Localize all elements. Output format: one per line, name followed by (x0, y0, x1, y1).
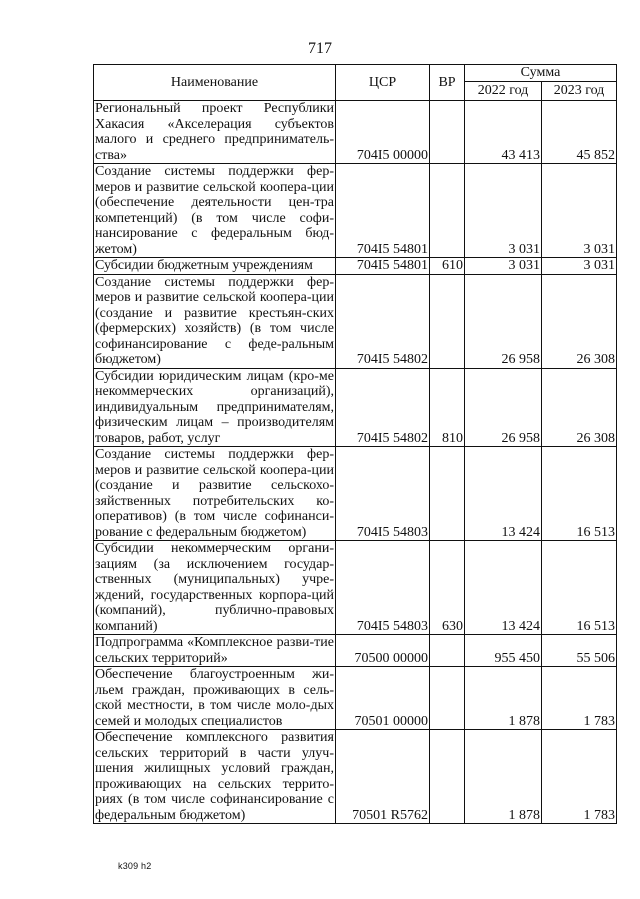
row-csr: 704I5 54802 (336, 274, 430, 368)
row-name: Создание системы поддержки фер-меров и развитие сельской коопера-ции (создание и развитие крестьян-ских (фермерских) хозяйств) (в том числе софинансирование с феде-ральным бюджетом) (95, 274, 334, 367)
row-sum-2023: 55 506 (542, 635, 617, 667)
header-year-2022: 2022 год (465, 82, 542, 101)
row-vr (430, 667, 465, 730)
row-vr (430, 164, 465, 258)
row-vr (430, 730, 465, 824)
row-sum-2022: 3 031 (465, 164, 542, 258)
row-name: Обеспечение благоустроенным жи-льем граждан, проживающих в сель-ской местности, в том числе моло-дых семей и молодых специалистов (95, 667, 334, 729)
table-row (94, 101, 617, 164)
row-sum-2023: 1 783 (542, 667, 617, 730)
row-name: Создание системы поддержки фер-меров и развитие сельской коопера-ции (обеспечение деятельности цен-тра компетенций) (в том числе софи-нансирование с федеральным бюд-жетом) (95, 164, 334, 257)
row-csr: 704I5 54802 (336, 368, 430, 447)
row-csr: 704I5 54803 (336, 541, 430, 635)
row-name: Обеспечение комплексного развития сельских территорий в части улуч-шения жилищных условий граждан, проживающих на сельских террито-риях (в том числе софинансирование с федеральным бюджетом) (95, 730, 334, 823)
row-sum-2022: 13 424 (465, 447, 542, 541)
row-sum-2023: 26 308 (542, 274, 617, 368)
row-vr (430, 101, 465, 164)
row-sum-2023: 45 852 (542, 101, 617, 164)
row-sum-2022: 1 878 (465, 730, 542, 824)
table-row (94, 667, 617, 730)
row-name: Субсидии бюджетным учреждениям (94, 258, 336, 275)
row-sum-2023: 3 031 (542, 258, 617, 275)
row-csr: 70500 00000 (336, 635, 430, 667)
row-sum-2022: 13 424 (465, 541, 542, 635)
row-vr: 630 (430, 541, 465, 635)
table-row (94, 541, 617, 635)
row-sum-2023: 3 031 (542, 164, 617, 258)
row-csr: 704I5 00000 (336, 101, 430, 164)
header-sum: Сумма (465, 65, 617, 82)
table-row (94, 730, 617, 824)
row-vr: 610 (430, 258, 465, 275)
row-vr (430, 447, 465, 541)
row-name: Региональный проект Республики Хакасия «Акселерация субъектов малого и среднего предприниматель-ства» (95, 101, 334, 163)
row-name: Субсидии юридическим лицам (кро-ме некоммерческих организаций), индивидуальным предпринимателям, физическим лицам – производителям товаров, работ, услуг (95, 368, 334, 446)
row-name: Создание системы поддержки фер-меров и развитие сельской коопера-ции (создание и развитие сельскохо-зяйственных потребительских ко-оперативов) (в том числе софинанси-рование с федеральным бюджетом) (95, 447, 334, 540)
row-csr: 704I5 54803 (336, 447, 430, 541)
row-vr (430, 274, 465, 368)
row-csr: 70501 00000 (336, 667, 430, 730)
row-sum-2023: 16 513 (542, 541, 617, 635)
table-row (94, 258, 617, 275)
page-number: 717 (308, 40, 332, 57)
row-sum-2023: 26 308 (542, 368, 617, 447)
row-sum-2023: 1 783 (542, 730, 617, 824)
row-csr: 704I5 54801 (336, 164, 430, 258)
table-row (94, 635, 617, 667)
row-name: Субсидии некоммерческим органи-зациям (за исключением государ-ственных (муниципальных) учре-ждений, государственных корпора-ций (компаний), публично-правовых компаний) (95, 541, 334, 634)
row-sum-2022: 26 958 (465, 368, 542, 447)
row-csr: 70501 R5762 (336, 730, 430, 824)
header-vr: ВР (430, 65, 465, 101)
header-year-2023: 2023 год (542, 82, 617, 101)
table-row (94, 164, 617, 258)
row-name: Подпрограмма «Комплексное разви-тие сельских территорий» (95, 635, 334, 666)
row-sum-2022: 3 031 (465, 258, 542, 275)
row-csr: 704I5 54801 (336, 258, 430, 275)
row-vr (430, 635, 465, 667)
footer-code: k309 h2 (118, 861, 152, 871)
table-row (94, 447, 617, 541)
row-sum-2022: 26 958 (465, 274, 542, 368)
row-vr: 810 (430, 368, 465, 447)
row-sum-2022: 1 878 (465, 667, 542, 730)
row-sum-2023: 16 513 (542, 447, 617, 541)
header-name: Наименование (94, 65, 336, 101)
budget-table (93, 64, 617, 824)
row-sum-2022: 43 413 (465, 101, 542, 164)
table-row (94, 368, 617, 447)
header-csr: ЦСР (336, 65, 430, 101)
table-row (94, 274, 617, 368)
row-sum-2022: 955 450 (465, 635, 542, 667)
